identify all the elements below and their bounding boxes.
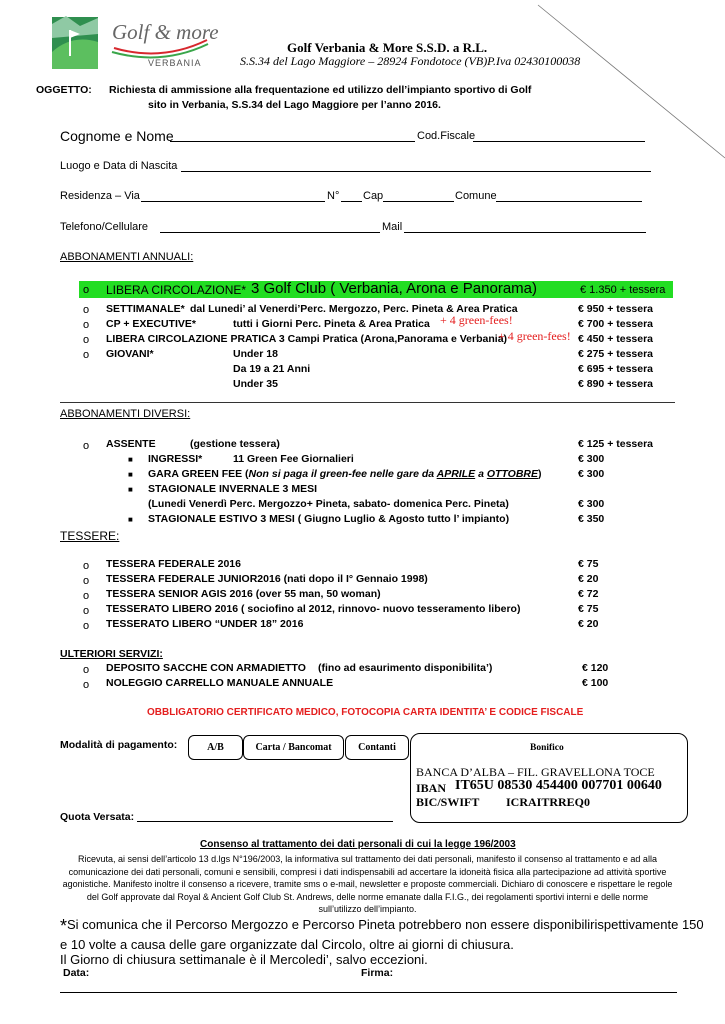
annual-highlight-big: 3 Golf Club ( Verbania, Arona e Panorama) bbox=[251, 280, 537, 297]
annual-heading: ABBONAMENTI ANNUALI: bbox=[60, 251, 194, 263]
radio-bullet[interactable]: o bbox=[83, 590, 90, 602]
city-field[interactable] bbox=[496, 201, 642, 202]
iban-label: IBAN bbox=[416, 781, 447, 795]
org-address: S.S.34 del Lago Maggiore – 28924 Fondotoce (VB)P.Iva 02430100038 bbox=[240, 54, 581, 68]
annual-item-label: LIBERA CIRCOLAZIONE PRATICA 3 Campi Pratica (Arona,Panorama e Verbania) bbox=[106, 333, 508, 345]
services-heading: ULTERIORI SERVIZI: bbox=[60, 648, 163, 660]
absent-price: € 125 + tessera bbox=[578, 438, 654, 450]
various-item-price: € 300 bbox=[578, 498, 605, 510]
radio-bullet[interactable]: o bbox=[83, 334, 90, 346]
radio-bullet[interactable]: o bbox=[83, 679, 90, 691]
cap-field[interactable] bbox=[383, 201, 454, 202]
annual-item-desc: Da 19 a 21 Anni bbox=[233, 363, 311, 375]
payment-option-card[interactable]: Carta / Bancomat bbox=[243, 735, 344, 760]
annual-item-desc: Under 18 bbox=[233, 348, 278, 360]
notice-star: * bbox=[60, 916, 68, 936]
annual-highlight-price: € 1.350 + tessera bbox=[580, 284, 666, 296]
bic-label: BIC/SWIFT bbox=[416, 795, 480, 809]
payment-option-ab[interactable]: A/B bbox=[188, 735, 243, 760]
logo-subtext: VERBANIA bbox=[148, 58, 202, 68]
service-label: NOLEGGIO CARRELLO MANUALE ANNUALE bbox=[106, 677, 334, 689]
notice-line1: *Si comunica che il Percorso Mergozzo e Percorso Pineta potrebbero non essere disponibilirispettivamente 150 bbox=[60, 916, 704, 936]
surname-field[interactable] bbox=[170, 141, 415, 142]
square-bullet: ■ bbox=[128, 455, 133, 464]
logo-script: Golf & more bbox=[112, 20, 219, 44]
service-price: € 120 bbox=[582, 662, 609, 674]
privacy-line: Ricevuta, ai sensi dell’articolo 13 d.lgs N°196/2003, la informativa sul trattamento dei dati personali, manifesto il consenso al trattamento e ad alla bbox=[78, 854, 657, 864]
mail-field[interactable] bbox=[404, 232, 646, 233]
org-name: Golf Verbania & More S.S.D. a R.L. bbox=[287, 40, 488, 55]
annual-item-price: € 695 + tessera bbox=[578, 363, 654, 375]
radio-bullet[interactable]: o bbox=[83, 560, 90, 572]
iban-value: IT65U 08530 454400 007701 00640 bbox=[455, 778, 662, 793]
annual-item-price: € 700 + tessera bbox=[578, 318, 654, 330]
annual-item-label: GIOVANI* bbox=[106, 348, 154, 360]
square-bullet: ■ bbox=[128, 485, 133, 494]
card-price: € 20 bbox=[578, 618, 599, 630]
bonifico-title: Bonifico bbox=[530, 743, 564, 753]
annual-highlight-label: LIBERA CIRCOLAZIONE* bbox=[106, 283, 247, 297]
annual-item-note: + 4 green-fees! bbox=[440, 313, 513, 327]
notice-line2: e 10 volte a causa delle gare organizzate dal Circolo, oltre ai giorni di chiusura. bbox=[60, 937, 514, 952]
annual-item-label: CP + EXECUTIVE* bbox=[106, 318, 196, 330]
annual-item-price: € 950 + tessera bbox=[578, 303, 654, 315]
birth-label: Luogo e Data di Nascita bbox=[60, 160, 178, 172]
radio-bullet[interactable]: o bbox=[83, 319, 90, 331]
card-label: TESSERA FEDERALE 2016 bbox=[106, 558, 241, 570]
notice-line3: Il Giorno di chiusura settimanale è il Mercoledi’, salvo eccezioni. bbox=[60, 952, 428, 967]
radio-bullet[interactable]: o bbox=[83, 440, 90, 452]
tax-code-label: Cod.Fiscale bbox=[417, 130, 476, 142]
tax-code-field[interactable] bbox=[473, 141, 645, 142]
card-label: TESSERATO LIBERO “UNDER 18” 2016 bbox=[106, 618, 304, 630]
card-price: € 75 bbox=[578, 603, 599, 615]
sign-label: Firma: bbox=[361, 967, 394, 979]
square-bullet: ■ bbox=[128, 515, 133, 524]
paid-label: Quota Versata: bbox=[60, 811, 135, 823]
number-label: N° bbox=[327, 190, 340, 202]
radio-bullet[interactable]: o bbox=[83, 284, 90, 296]
absent-label: ASSENTE bbox=[106, 438, 156, 450]
paid-field[interactable] bbox=[137, 821, 393, 822]
radio-bullet[interactable]: o bbox=[83, 304, 90, 316]
street-field[interactable] bbox=[141, 201, 325, 202]
radio-bullet[interactable]: o bbox=[83, 620, 90, 632]
card-label: TESSERA FEDERALE JUNIOR2016 (nati dopo il I° Gennaio 1998) bbox=[106, 573, 428, 585]
annual-item-price: € 275 + tessera bbox=[578, 348, 654, 360]
city-label: Comune bbox=[455, 190, 497, 202]
residence-label: Residenza – Via bbox=[60, 190, 140, 202]
surname-label: Cognome e Nome bbox=[60, 128, 174, 144]
service-desc: (fino ad esaurimento disponibilita’) bbox=[318, 662, 493, 674]
bic-value: ICRAITRREQ0 bbox=[506, 795, 591, 809]
signature-line[interactable] bbox=[60, 992, 677, 993]
date-label: Data: bbox=[63, 967, 90, 979]
square-bullet: ■ bbox=[128, 470, 133, 479]
various-item-sub: (Lunedi Venerdì Perc. Mergozzo+ Pineta, sabato- domenica Perc. Pineta) bbox=[148, 498, 509, 510]
mandatory-notice: OBBLIGATORIO CERTIFICATO MEDICO, FOTOCOPIA CARTA IDENTITA’ E CODICE FISCALE bbox=[147, 707, 584, 718]
privacy-line: agonistiche. Manifesto inoltre il consenso a ricevere, tramite sms o e-mail, newsletter e proposte commerciali. Dichiaro di conoscere e rispettare le regole bbox=[62, 879, 673, 889]
payment-option-cash[interactable]: Contanti bbox=[345, 735, 409, 760]
radio-bullet[interactable]: o bbox=[83, 605, 90, 617]
section-divider bbox=[60, 402, 675, 403]
subject-line1: Richiesta di ammissione alla frequentazione ed utilizzo dell’impianto sportivo di Golf bbox=[109, 84, 532, 96]
various-item-label: STAGIONALE INVERNALE 3 MESI bbox=[148, 483, 317, 495]
card-price: € 75 bbox=[578, 558, 599, 570]
payment-label: Modalità di pagamento: bbox=[60, 739, 178, 751]
annual-item-label: SETTIMANALE* bbox=[106, 303, 185, 315]
service-price: € 100 bbox=[582, 677, 609, 689]
cards-heading: TESSERE: bbox=[60, 529, 120, 543]
service-label: DEPOSITO SACCHE CON ARMADIETTO bbox=[106, 662, 306, 674]
radio-bullet[interactable]: o bbox=[83, 349, 90, 361]
privacy-title: Consenso al trattamento dei dati personali di cui la legge 196/2003 bbox=[200, 839, 516, 850]
logo bbox=[52, 12, 219, 74]
various-item-price: € 300 bbox=[578, 468, 605, 480]
absent-desc: (gestione tessera) bbox=[190, 438, 280, 450]
privacy-line: sull’utilizzo dell’impianto. bbox=[318, 904, 417, 914]
annual-item-price: € 890 + tessera bbox=[578, 378, 654, 390]
annual-item-desc: tutti i Giorni Perc. Pineta & Area Pratica bbox=[233, 318, 430, 330]
annual-item-note: + 4 green-fees! bbox=[498, 329, 571, 343]
corner-fold-line bbox=[530, 0, 725, 160]
annual-item-desc: dal Lunedi’ al Venerdi’Perc. Mergozzo, Perc. Pineta & Area Pratica bbox=[190, 303, 518, 315]
privacy-line: del Golf approvate dal Royal & Ancient Golf Club St. Andrews, delle norme emanate dalla F.I.G., dei regolamenti sportivi interni e delle norme bbox=[86, 891, 649, 902]
phone-field[interactable] bbox=[160, 232, 380, 233]
various-item-price: € 300 bbox=[578, 453, 605, 465]
bank-name: BANCA D’ALBA – FIL. GRAVELLONA TOCE bbox=[416, 765, 655, 779]
various-heading: ABBONAMENTI DIVERSI: bbox=[60, 408, 191, 420]
various-item-label: GARA GREEN FEE (Non si paga il green-fee nelle gare da APRILE a OTTOBRE) bbox=[148, 468, 542, 480]
phone-label: Telefono/Cellulare bbox=[60, 221, 149, 233]
cap-label: Cap bbox=[363, 190, 384, 202]
card-label: TESSERA SENIOR AGIS 2016 (over 55 man, 50 woman) bbox=[106, 588, 381, 600]
various-item-price: € 350 bbox=[578, 513, 605, 525]
privacy-text bbox=[60, 853, 675, 916]
number-field[interactable] bbox=[341, 201, 362, 202]
various-item-label: INGRESSI* bbox=[148, 453, 203, 465]
card-price: € 20 bbox=[578, 573, 599, 585]
subject-label: OGGETTO: bbox=[36, 84, 92, 96]
birth-field[interactable] bbox=[181, 171, 651, 172]
radio-bullet[interactable]: o bbox=[83, 575, 90, 587]
mail-label: Mail bbox=[382, 221, 403, 233]
annual-item-price: € 450 + tessera bbox=[578, 333, 654, 345]
privacy-line: comunicazione dei dati personali, comuni e sensibili, compresi i dati indispensabili ad accertare la idoneità fisica alla partecipazione ad attività sportive bbox=[68, 866, 667, 877]
card-label: TESSERATO LIBERO 2016 ( sociofino al 2012, rinnovo- nuovo tesseramento libero) bbox=[106, 603, 521, 615]
various-item-label: STAGIONALE ESTIVO 3 MESI ( Giugno Luglio & Agosto tutto l’ impianto) bbox=[148, 513, 510, 525]
various-item-desc: 11 Green Fee Giornalieri bbox=[233, 453, 354, 465]
annual-item-desc: Under 35 bbox=[233, 378, 278, 390]
radio-bullet[interactable]: o bbox=[83, 664, 90, 676]
card-price: € 72 bbox=[578, 588, 599, 600]
subject-line2: sito in Verbania, S.S.34 del Lago Maggiore per l’anno 2016. bbox=[148, 99, 441, 111]
